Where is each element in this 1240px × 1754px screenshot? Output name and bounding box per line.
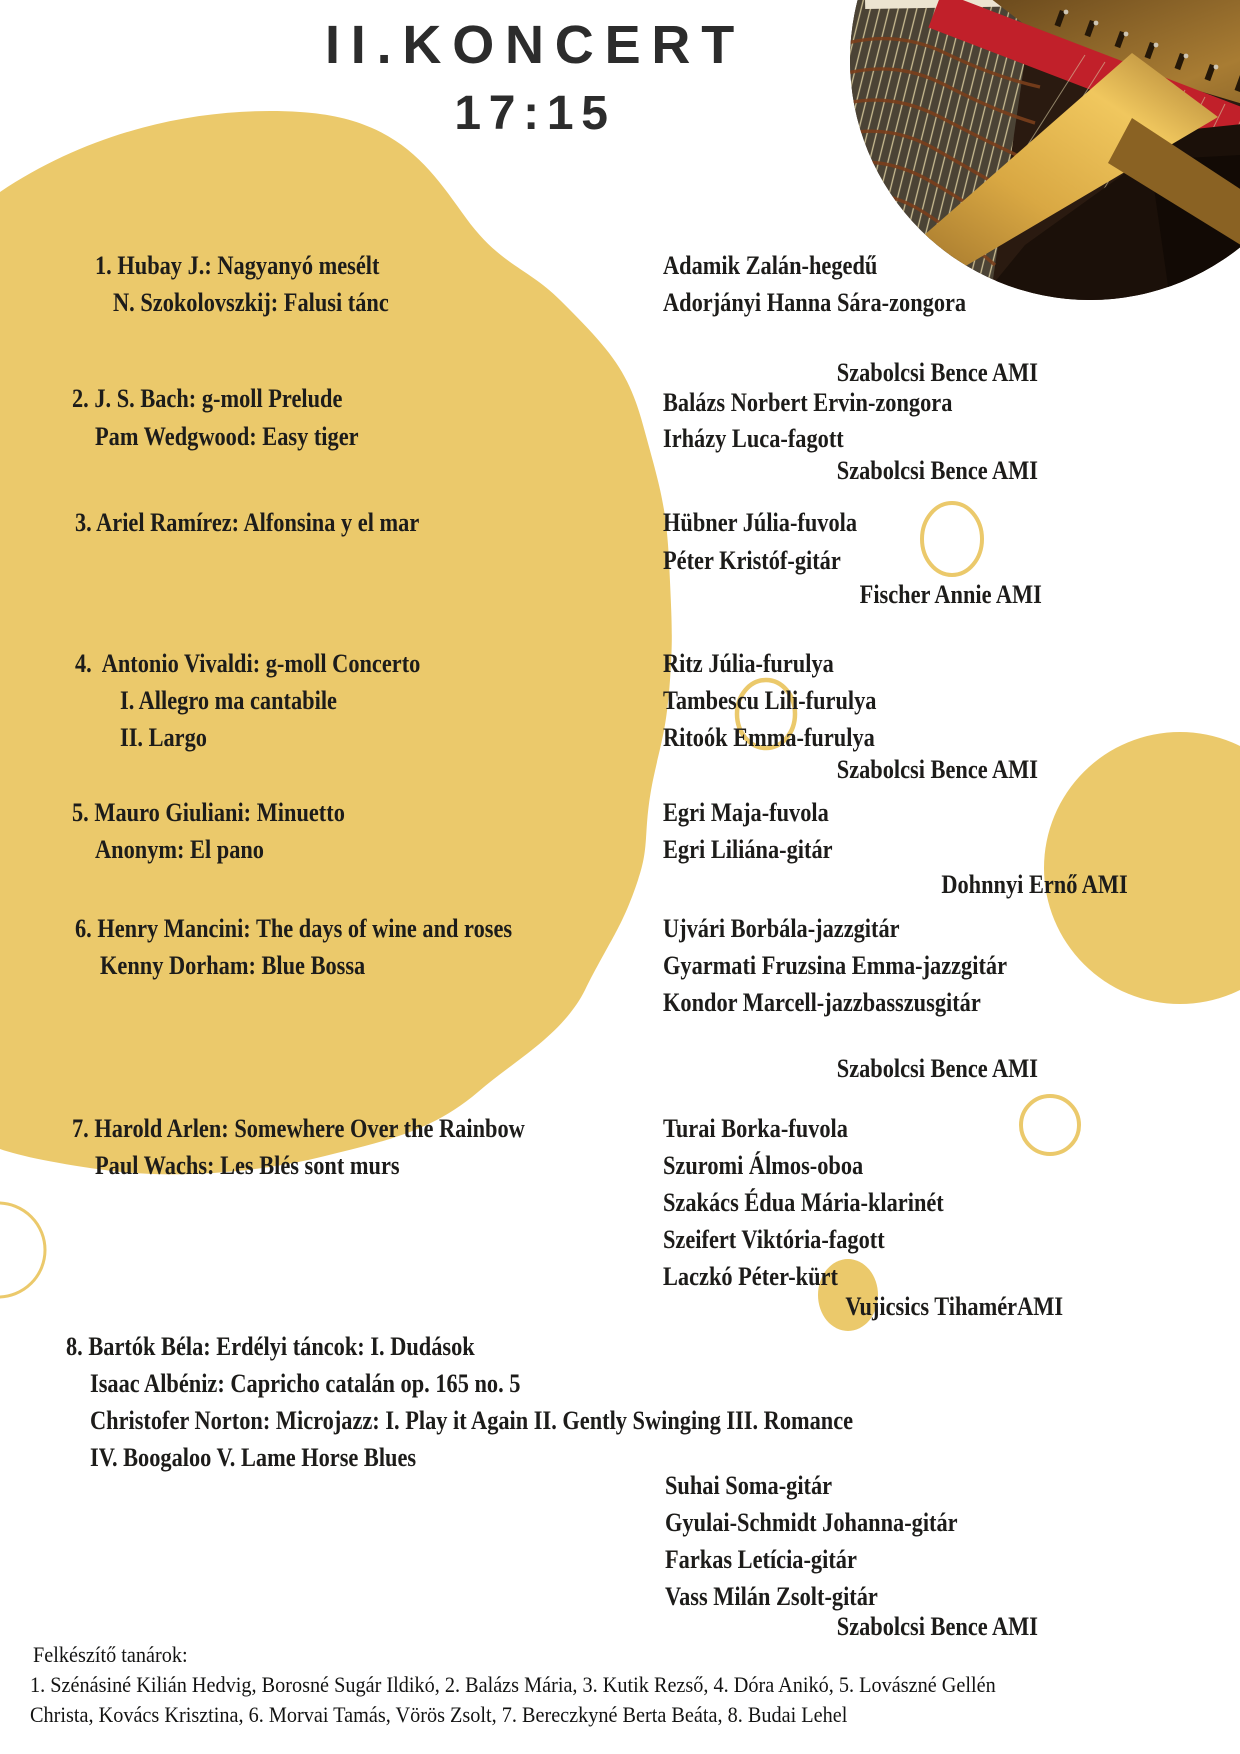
page-title: II.KONCERT: [324, 15, 745, 75]
performer-line: Ritz Júlia-furulya: [663, 649, 834, 678]
yellow-ring-1: [922, 503, 982, 575]
performer-line: Szeifert Viktória-fagott: [663, 1225, 885, 1254]
footer-heading: Felkészítő tanárok:: [33, 1642, 188, 1667]
performer-line: Turai Borka-fuvola: [663, 1114, 848, 1143]
performer-line: Szuromi Álmos-oboa: [663, 1151, 864, 1180]
yellow-ring-3: [1021, 1096, 1079, 1154]
piece-line: 3. Ariel Ramírez: Alfonsina y el mar: [75, 508, 420, 537]
footer-teachers-line: 1. Szénásiné Kilián Hedvig, Borosné Sugár Ildikó, 2. Balázs Mária, 3. Kutik Rezső, 4. Dóra Anikó, 5. Lovászné Gellén: [30, 1672, 996, 1697]
piece-line: 7. Harold Arlen: Somewhere Over the Rainbow: [72, 1114, 525, 1143]
piece-line: 2. J. S. Bach: g-moll Prelude: [72, 384, 343, 413]
performer-line: Irházy Luca-fagott: [663, 424, 844, 453]
performer-line: Vass Milán Zsolt-gitár: [665, 1582, 878, 1611]
piece-line: Kenny Dorham: Blue Bossa: [100, 951, 366, 980]
teacher-credit: Vujicsics TihamérAMI: [845, 1292, 1063, 1321]
piece-line: Isaac Albéniz: Capricho catalán op. 165 no. 5: [90, 1369, 521, 1398]
piece-line: 5. Mauro Giuliani: Minuetto: [72, 798, 345, 827]
performer-line: Ujvári Borbála-jazzgitár: [663, 914, 900, 943]
performer-line: Péter Kristóf-gitár: [663, 546, 841, 575]
piece-line: Paul Wachs: Les Blés sont murs: [95, 1151, 400, 1180]
piece-line: Pam Wedgwood: Easy tiger: [95, 422, 359, 451]
teacher-credit: Szabolcsi Bence AMI: [836, 755, 1038, 784]
performer-line: Suhai Soma-gitár: [665, 1471, 833, 1500]
performer-line: Balázs Norbert Ervin-zongora: [663, 388, 953, 417]
performer-line: Egri Liliána-gitár: [663, 835, 833, 864]
teacher-credit: Dohnnyi Ernő AMI: [941, 870, 1128, 899]
performer-line: Ritoók Emma-furulya: [663, 723, 875, 752]
performer-line: Tambescu Lili-furulya: [663, 686, 877, 715]
performer-line: Egri Maja-fuvola: [663, 798, 829, 827]
performer-line: Laczkó Péter-kürt: [663, 1262, 838, 1291]
performer-line: Szakács Édua Mária-klarinét: [663, 1188, 944, 1217]
performer-line: Gyarmati Fruzsina Emma-jazzgitár: [663, 951, 1008, 980]
piece-line: IV. Boogaloo V. Lame Horse Blues: [90, 1443, 417, 1472]
piece-line: II. Largo: [120, 723, 207, 752]
performer-line: Adorjányi Hanna Sára-zongora: [663, 288, 967, 317]
teacher-credit: Szabolcsi Bence AMI: [836, 358, 1038, 387]
teacher-credit: Szabolcsi Bence AMI: [836, 1612, 1038, 1641]
piece-line: N. Szokolovszkij: Falusi tánc: [113, 288, 389, 317]
footer-teachers-line: Christa, Kovács Krisztina, 6. Morvai Tamás, Vörös Zsolt, 7. Bereczkyné Berta Beáta, 8. Budai Lehel: [30, 1702, 848, 1727]
piece-line: Anonym: El pano: [95, 835, 264, 864]
piece-line: Christofer Norton: Microjazz: I. Play it Again II. Gently Swinging III. Romance: [90, 1406, 854, 1435]
yellow-filled-circle-right: [1044, 732, 1240, 1004]
teacher-credit: Szabolcsi Bence AMI: [836, 456, 1038, 485]
performer-line: Kondor Marcell-jazzbasszusgitár: [663, 988, 981, 1017]
performer-line: Hübner Júlia-fuvola: [663, 508, 858, 537]
performer-line: Farkas Letícia-gitár: [665, 1545, 857, 1574]
teacher-credit: Fischer Annie AMI: [859, 580, 1042, 609]
yellow-ring-4: [0, 1203, 45, 1297]
piece-line: 1. Hubay J.: Nagyanyó mesélt: [95, 251, 380, 280]
teacher-credit: Szabolcsi Bence AMI: [836, 1054, 1038, 1083]
performer-line: Adamik Zalán-hegedű: [663, 251, 878, 280]
piece-line: 8. Bartók Béla: Erdélyi táncok: I. Dudások: [66, 1332, 475, 1361]
performer-line: Gyulai-Schmidt Johanna-gitár: [665, 1508, 958, 1537]
concert-time: 17:15: [454, 87, 616, 140]
piece-line: 4. Antonio Vivaldi: g-moll Concerto: [75, 649, 421, 678]
piece-line: 6. Henry Mancini: The days of wine and roses: [75, 914, 513, 943]
piece-line: I. Allegro ma cantabile: [120, 686, 337, 715]
